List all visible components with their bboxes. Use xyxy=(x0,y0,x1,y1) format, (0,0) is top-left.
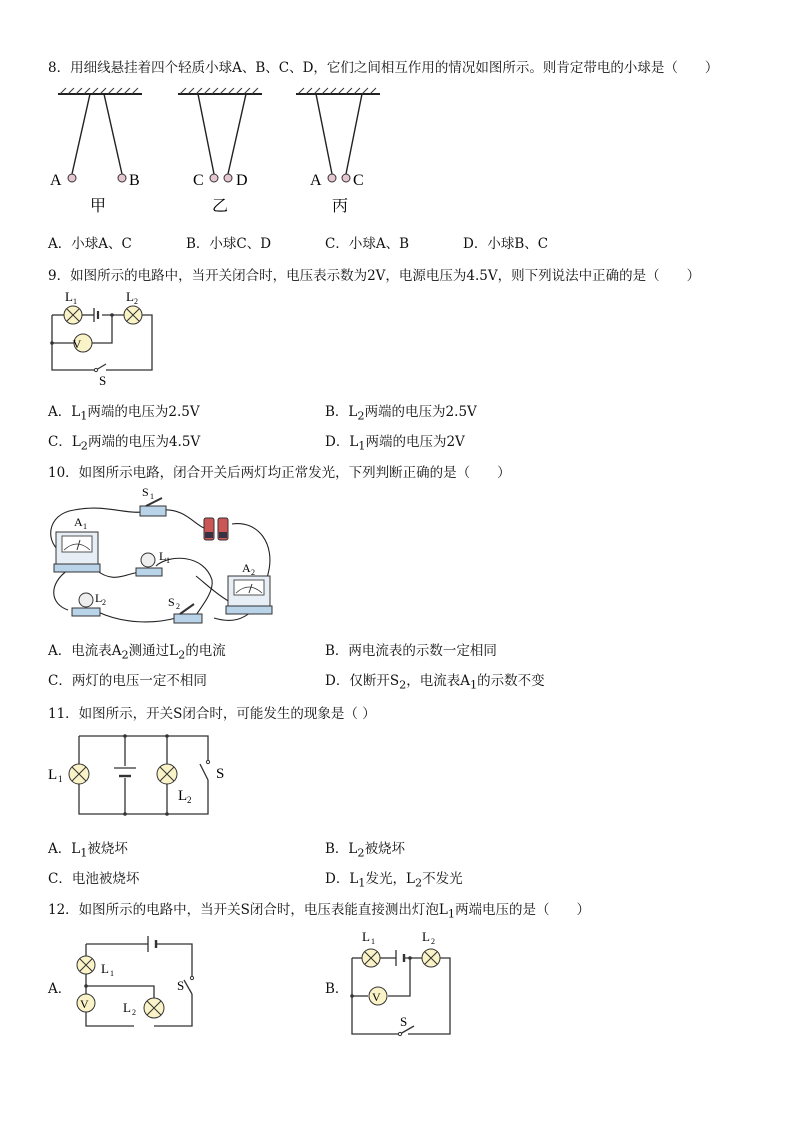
subscript: 2 xyxy=(414,876,423,890)
option-text: 两端的电压为2V xyxy=(365,434,465,450)
q12-circuit-b xyxy=(346,926,462,1040)
option-text: B．L xyxy=(325,404,358,420)
option-text: D．L xyxy=(325,434,359,450)
ball-label: A xyxy=(310,172,322,189)
q8-option-b[interactable]: B．小球C、D xyxy=(186,236,272,252)
option-text: 被烧坏 xyxy=(87,841,128,857)
l2-sub: 2 xyxy=(431,937,435,946)
subscript: 2 xyxy=(399,678,407,692)
q8-fig-yi xyxy=(178,88,262,215)
option-text: 测通过L xyxy=(128,643,179,659)
subscript: 2 xyxy=(178,648,186,662)
q12-option-b[interactable]: B． xyxy=(325,981,349,997)
ball-label: D xyxy=(236,172,248,189)
l1-sub: 1 xyxy=(73,297,77,306)
voltmeter-label: V xyxy=(72,337,82,351)
l2-sub: 2 xyxy=(134,297,138,306)
ball-b xyxy=(118,174,126,182)
option-text: C．电池被烧坏 xyxy=(48,871,140,887)
subscript: 1 xyxy=(80,409,88,423)
voltmeter-label: V xyxy=(80,997,89,1011)
q9-option-c[interactable] xyxy=(48,430,200,453)
l1-label: L xyxy=(48,767,58,783)
fig-caption: 甲 xyxy=(90,196,107,215)
option-text: B．两电流表的示数一定相同 xyxy=(325,643,497,659)
ball-label: C xyxy=(353,172,364,189)
option-text: 的示数不变 xyxy=(477,673,545,689)
a2-label: A xyxy=(242,561,251,575)
s1-sub: 1 xyxy=(150,492,154,501)
l2-label: L xyxy=(126,289,134,304)
ball-a xyxy=(68,174,76,182)
q10-option-c[interactable] xyxy=(48,669,207,689)
l2-label: L xyxy=(123,1000,131,1015)
l2-sub: 2 xyxy=(132,1008,136,1017)
fig-caption: 丙 xyxy=(332,196,349,215)
option-text: 两端的电压为2.5V xyxy=(364,404,477,420)
q11-option-c[interactable] xyxy=(48,867,139,887)
option-text: D．L xyxy=(325,871,359,887)
switch-label: S xyxy=(177,978,185,993)
option-text: 不发光 xyxy=(422,871,463,887)
q10-circuit-photo xyxy=(44,484,276,632)
q10-stem: 10．如图所示电路，闭合开关后两灯均正常发光，下列判断正确的是（ ） xyxy=(48,465,511,481)
l1-label: L xyxy=(101,961,109,976)
q12-circuit-a xyxy=(70,930,200,1030)
q8-fig-jia xyxy=(50,88,142,215)
voltmeter-label: V xyxy=(372,990,381,1004)
option-text: C．L xyxy=(48,434,81,450)
option-text: B．L xyxy=(325,841,358,857)
a1-label: A xyxy=(74,515,83,529)
option-text: C．两灯的电压一定不相同 xyxy=(48,673,207,689)
option-text: A．电流表A xyxy=(48,643,122,659)
subscript: 1 xyxy=(358,439,366,453)
subscript: 1 xyxy=(358,876,366,890)
stem-text: 两端电压的是（ ） xyxy=(455,902,591,918)
s2-label: S xyxy=(168,595,175,609)
ball-a xyxy=(328,174,336,182)
q9-circuit xyxy=(46,288,166,388)
subscript: 1 xyxy=(447,907,456,921)
q8-figure xyxy=(40,84,400,219)
q11-option-a[interactable] xyxy=(48,837,128,860)
q8-option-a[interactable]: A．小球A、C xyxy=(48,236,132,252)
ball-c xyxy=(210,174,218,182)
switch-label: S xyxy=(400,1014,408,1029)
q10-option-d[interactable] xyxy=(325,669,545,692)
q8-stem: 8．用细线悬挂着四个轻质小球A、B、C、D，它们之间相互作用的情况如图所示。则肯定带电的小球是（ ） xyxy=(48,60,719,76)
subscript: 2 xyxy=(357,846,365,860)
q12-option-a[interactable]: A． xyxy=(48,981,72,997)
switch-label: S xyxy=(99,373,107,388)
option-text: 两端的电压为2.5V xyxy=(87,404,200,420)
option-text: 发光，L xyxy=(365,871,415,887)
a2-sub: 2 xyxy=(251,568,255,577)
q10-option-a[interactable] xyxy=(48,639,226,662)
option-text: D．仅断开S xyxy=(325,673,400,689)
l2-label: L xyxy=(178,788,188,804)
subscript: 1 xyxy=(470,678,478,692)
ball-label: B xyxy=(129,172,140,189)
l1-sub: 1 xyxy=(110,969,114,978)
option-text: 被烧坏 xyxy=(364,841,406,857)
option-text: A．L xyxy=(48,841,81,857)
ball-label: A xyxy=(50,172,62,189)
q9-option-b[interactable] xyxy=(325,400,477,423)
s1-label: S xyxy=(142,485,149,499)
q8-option-d[interactable]: D．小球B、C xyxy=(463,236,549,252)
ball-c xyxy=(342,174,350,182)
s2-sub: 2 xyxy=(176,602,180,611)
l1-sub: 1 xyxy=(58,774,63,784)
q11-stem: 11．如图所示，开关S闭合时，可能发生的现象是（ ） xyxy=(48,706,376,722)
l1-label: L xyxy=(159,549,167,563)
q10-option-b[interactable] xyxy=(325,639,497,659)
option-text: ，电流表A xyxy=(406,673,470,689)
q9-stem: 9．如图所示的电路中，当开关闭合时，电压表示数为2V，电源电压为4.5V，则下列说法中正确的是（ ） xyxy=(48,268,701,284)
l1-sub: 1 xyxy=(371,937,375,946)
l2-label: L xyxy=(95,591,103,605)
q11-option-d[interactable] xyxy=(325,867,463,890)
l1-label: L xyxy=(362,929,370,944)
subscript: 2 xyxy=(80,439,88,453)
fig-caption: 乙 xyxy=(212,196,229,215)
l2-sub: 2 xyxy=(187,795,192,805)
q9-option-a[interactable] xyxy=(48,400,200,423)
option-text: 的电流 xyxy=(185,643,226,659)
a1-sub: 1 xyxy=(83,522,87,531)
subscript: 2 xyxy=(357,409,365,423)
q8-fig-bing xyxy=(296,88,380,215)
ball-d xyxy=(224,174,232,182)
option-text: A．L xyxy=(48,404,81,420)
subscript: 1 xyxy=(80,846,88,860)
l2-label: L xyxy=(422,929,430,944)
l2-sub: 2 xyxy=(102,598,106,607)
q11-circuit xyxy=(44,728,234,820)
stem-text: 12．如图所示的电路中，当开关S闭合时，电压表能直接测出灯泡L xyxy=(48,902,448,918)
l1-sub: 1 xyxy=(166,556,170,565)
q11-option-b[interactable] xyxy=(325,837,405,860)
l1-label: L xyxy=(65,289,73,304)
switch-label: S xyxy=(216,766,225,782)
q12-stem xyxy=(48,898,590,921)
subscript: 2 xyxy=(121,648,129,662)
q8-option-c[interactable]: C．小球A、B xyxy=(325,236,409,252)
ball-label: C xyxy=(193,172,204,189)
option-text: 两端的电压为4.5V xyxy=(87,434,201,450)
q9-option-d[interactable] xyxy=(325,430,465,453)
